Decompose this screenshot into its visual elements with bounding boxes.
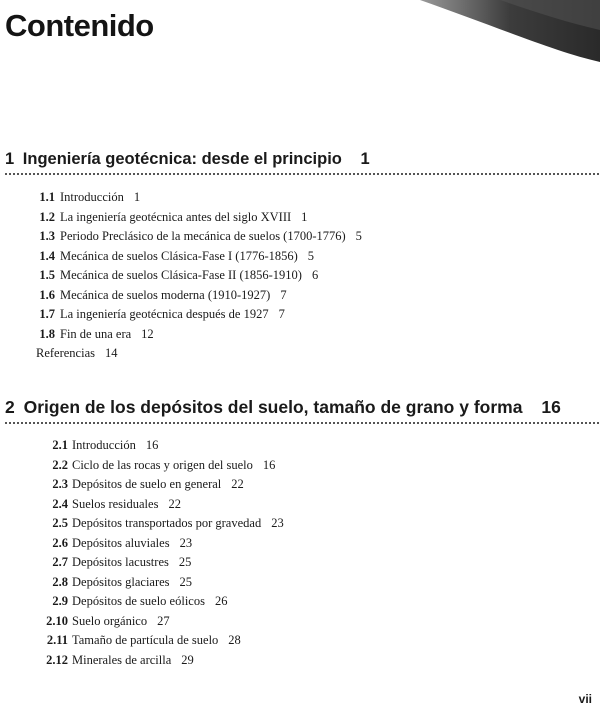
toc-entry[interactable] (0, 651, 600, 671)
section-title: Tamaño de partícula de suelo (72, 633, 219, 647)
section-page: 25 (179, 574, 193, 589)
section-title: Depósitos glaciares (72, 574, 170, 589)
toc-entry[interactable] (0, 592, 600, 612)
toc-entry[interactable] (0, 227, 600, 247)
toc-entry[interactable] (0, 573, 600, 593)
toc-entry[interactable] (0, 456, 600, 476)
section-page: 27 (157, 613, 170, 628)
section-number: 2.6 (52, 535, 68, 550)
section-page: 28 (228, 633, 241, 647)
section-title: Suelo orgánico (72, 613, 148, 628)
section-number: 1.5 (39, 268, 55, 282)
section-page: 23 (179, 535, 193, 550)
section-number: 2.5 (52, 516, 68, 530)
section-number: 2.12 (46, 652, 68, 667)
chapter-1-rule (5, 173, 599, 175)
section-number: 1.2 (39, 209, 55, 224)
section-number: 1.3 (39, 229, 55, 243)
toc-entry[interactable] (0, 266, 600, 286)
toc-entry[interactable] (0, 534, 600, 554)
section-title: Ciclo de las rocas y origen del suelo (72, 457, 253, 472)
toc-entry[interactable] (0, 495, 600, 515)
section-title: Introducción (60, 190, 124, 204)
section-number: 2.4 (52, 496, 68, 511)
toc-entry[interactable] (0, 553, 600, 573)
section-number: 2.3 (52, 477, 68, 491)
section-number: 2.1 (52, 438, 68, 452)
chapter-1-section-list (0, 188, 600, 344)
section-page: 5 (307, 248, 315, 263)
section-title: Depósitos de suelo en general (72, 477, 222, 491)
toc-entry[interactable] (0, 631, 600, 651)
section-title: Introducción (72, 438, 136, 452)
section-number: 2.9 (52, 594, 68, 608)
section-number: 2.7 (52, 555, 68, 569)
toc-entry[interactable] (0, 612, 600, 632)
toc-entry[interactable] (0, 286, 600, 306)
toc-entry[interactable] (0, 475, 600, 495)
section-page: 25 (178, 555, 192, 569)
chapter-2-heading (5, 397, 561, 418)
section-title: Depósitos transportados por gravedad (72, 516, 262, 530)
section-page: 22 (168, 496, 181, 511)
section-title: Periodo Preclásico de la mecánica de suelos (1700-1776) (60, 229, 346, 243)
toc-entry[interactable] (0, 208, 600, 228)
section-page: 7 (278, 307, 285, 321)
section-page: 16 (262, 457, 276, 472)
section-page: 22 (231, 477, 244, 491)
toc-entry[interactable] (0, 247, 600, 267)
section-title: Depósitos de suelo eólicos (72, 594, 205, 608)
chapter-title: Ingeniería geotécnica: desde el principio (22, 150, 342, 168)
page-number: vii (578, 692, 592, 706)
decorative-corner-graphic (350, 0, 600, 80)
section-number: 1.7 (39, 307, 55, 321)
chapter-2-section-list (0, 436, 600, 670)
section-page: 12 (141, 326, 154, 341)
references-entry[interactable] (36, 346, 118, 361)
references-page: 14 (105, 346, 118, 360)
chapter-title: Origen de los depósitos del suelo, tamaño de grano y forma (23, 397, 523, 417)
references-label: Referencias (36, 346, 95, 360)
chapter-1-heading (5, 150, 370, 169)
section-title: Depósitos aluviales (72, 535, 170, 550)
section-title: Fin de una era (60, 326, 132, 341)
section-number: 2.2 (52, 457, 68, 472)
section-title: Suelos residuales (72, 496, 159, 511)
section-number: 1.1 (39, 190, 55, 204)
section-page: 7 (280, 287, 287, 302)
chapter-page: 1 (360, 150, 370, 168)
toc-entry[interactable] (0, 325, 600, 345)
section-number: 1.6 (39, 287, 55, 302)
page-title: Contenido (5, 8, 154, 43)
section-page: 29 (181, 652, 194, 667)
section-number: 1.8 (39, 326, 55, 341)
section-page: 5 (355, 229, 362, 243)
toc-entry[interactable] (0, 188, 600, 208)
chapter-2-rule (5, 422, 599, 424)
section-page: 6 (311, 268, 319, 282)
section-number: 2.8 (52, 574, 68, 589)
section-page: 16 (145, 438, 159, 452)
section-title: Mecánica de suelos Clásica-Fase I (1776-1856) (60, 248, 298, 263)
section-page: 26 (214, 594, 228, 608)
toc-entry[interactable] (0, 514, 600, 534)
toc-entry[interactable] (0, 305, 600, 325)
section-title: Minerales de arcilla (72, 652, 172, 667)
chapter-number: 1 (5, 150, 15, 168)
section-page: 23 (271, 516, 284, 530)
section-title: Mecánica de suelos Clásica-Fase II (1856-1910) (60, 268, 302, 282)
section-number: 2.11 (46, 633, 68, 647)
section-number: 2.10 (46, 613, 68, 628)
chapter-number: 2 (5, 397, 15, 417)
section-title: La ingeniería geotécnica después de 1927 (60, 307, 269, 321)
chapter-page: 16 (541, 397, 561, 417)
section-title: La ingeniería geotécnica antes del siglo XVIII (60, 209, 292, 224)
section-title: Mecánica de suelos moderna (1910-1927) (60, 287, 271, 302)
toc-entry[interactable] (0, 436, 600, 456)
section-number: 1.4 (39, 248, 55, 263)
section-page: 1 (133, 190, 141, 204)
section-title: Depósitos lacustres (72, 555, 169, 569)
section-page: 1 (301, 209, 308, 224)
